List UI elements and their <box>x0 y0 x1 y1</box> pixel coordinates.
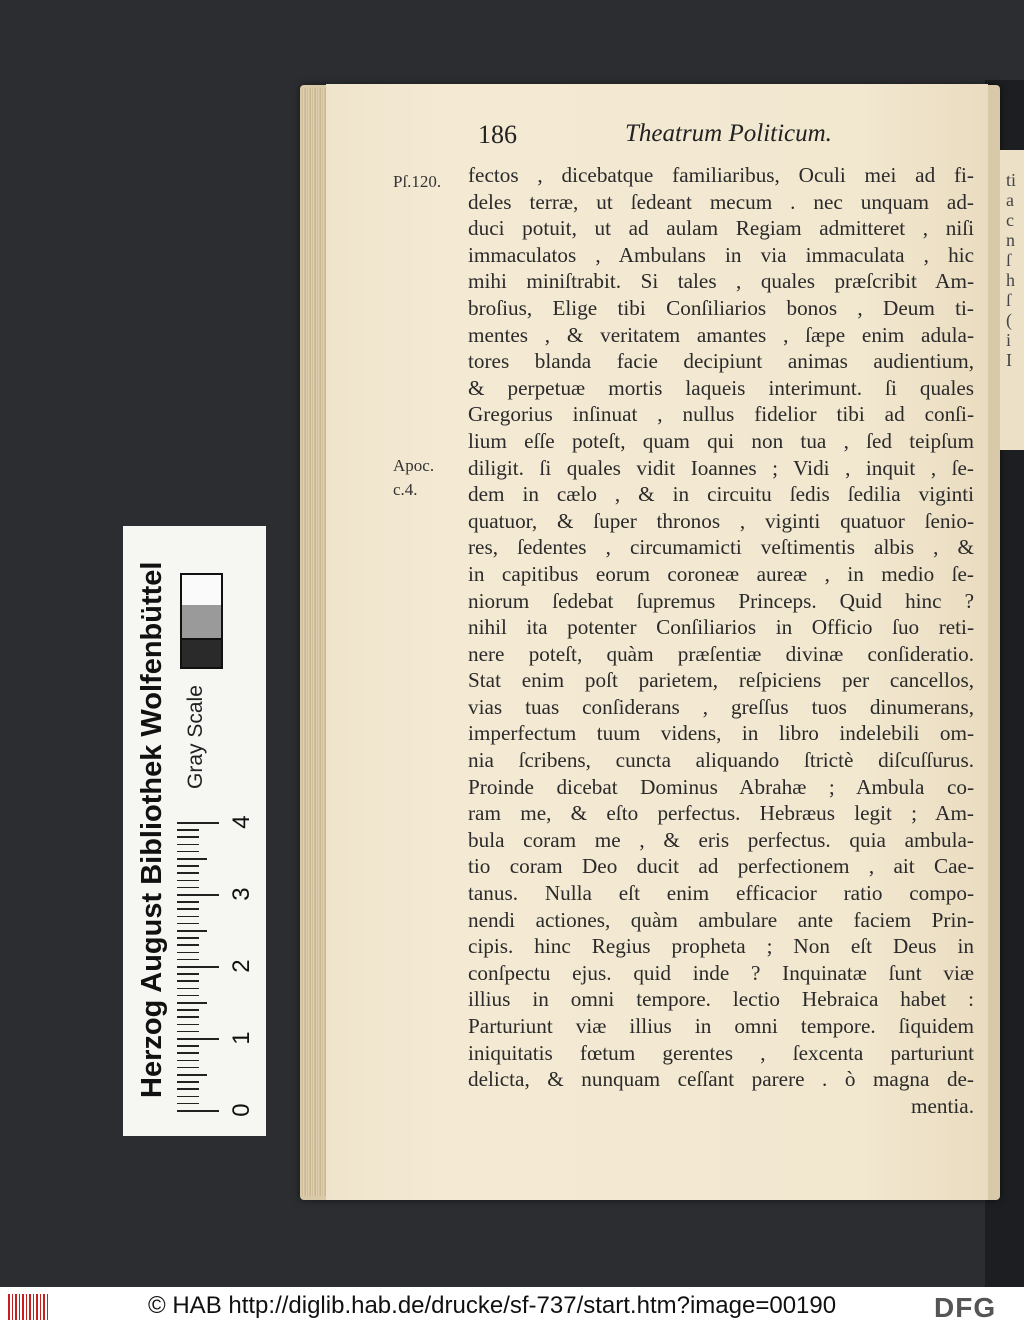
footer-credit: © HAB http://diglib.hab.de/drucke/sf-737/start.htm?image=00190 <box>148 1292 837 1319</box>
text-line: tores blanda facie decipiunt animas audientium, <box>468 349 974 374</box>
ruler-tick <box>177 872 199 874</box>
text-line: cipis. hinc Regius propheta ; Non eſt Deus in <box>468 934 974 959</box>
text-line: Gregorius inſinuat , nullus fidelior tibi ad conſi- <box>468 402 974 427</box>
text-line: duci potuit, ut ad aulam Regiam admitteret , niſi <box>468 216 974 241</box>
ruler-tick <box>177 923 199 925</box>
ruler-tick <box>177 1110 219 1112</box>
ruler-tick <box>177 995 199 997</box>
text-line: lium eſſe poteſt, quam qui non tua , ſed teipſum <box>468 428 974 453</box>
ruler-tick <box>177 1016 199 1018</box>
ruler-tick <box>177 1103 199 1105</box>
page-edges <box>302 88 326 1196</box>
ruler-tick <box>177 1024 199 1026</box>
next-page-letters <box>1006 170 1024 370</box>
ruler-tick <box>177 1009 199 1011</box>
ruler-number: 1 <box>228 1031 255 1045</box>
ruler-number: 4 <box>228 815 255 829</box>
ruler-tick <box>177 988 199 990</box>
ruler-tick <box>177 1060 199 1062</box>
ruler-tick <box>177 1031 199 1033</box>
text-line: mentia. <box>911 1093 974 1118</box>
text-line: niorum ſedebat ſupremus Princeps. Quid hinc ? <box>468 588 974 613</box>
gray-patch-white <box>180 573 223 607</box>
next-page-letter: ſ <box>1006 250 1012 270</box>
text-line: nendi actiones, quàm ambulare ante faciem Prin- <box>468 907 974 932</box>
ruler-tick <box>177 1038 219 1040</box>
gray-scale-label: Gray Scale <box>184 685 207 789</box>
page-number: 186 <box>478 120 517 149</box>
text-line: conſpectu ejus. quid inde ? Inquinatæ ſunt viæ <box>468 960 974 985</box>
running-title: Theatrum Politicum. <box>625 120 832 147</box>
text-line: bula coram me , & eris perfectus. quia ambula- <box>468 827 974 852</box>
text-line: iniquitatis fœtum gerentes , ſexcenta parturiunt <box>468 1040 974 1065</box>
text-line: in capitibus eorum coroneæ aureæ , in medio ſe- <box>468 561 974 586</box>
margin-note-chapter: c.4. <box>393 480 418 499</box>
ruler-number: 2 <box>228 959 255 973</box>
ruler-tick <box>177 844 199 846</box>
next-page-letter: I <box>1006 350 1012 370</box>
ruler-tick <box>177 1067 199 1069</box>
text-line: nihil ita potenter Conſiliarios in Officio ſuo reti- <box>468 615 974 640</box>
next-page-letter: n <box>1006 230 1015 250</box>
next-page-letter: ti <box>1006 170 1017 190</box>
ruler-tick <box>177 822 219 824</box>
next-page-letter: ( <box>1006 310 1012 330</box>
text-line: quatuor, & ſuper thronos , viginti quatuor ſenio- <box>468 508 974 533</box>
text-line: Parturiunt viæ illius in omni tempore. ſiquidem <box>468 1014 974 1038</box>
text-line: ram me, & eſto perfectus. Hebræus legit ; Am- <box>468 801 974 826</box>
next-page-letter: i <box>1006 330 1012 350</box>
ruler-scale <box>177 815 255 1120</box>
ruler-tick <box>177 973 199 975</box>
ruler-number: 0 <box>228 1103 255 1117</box>
text-line: tanus. Nulla eſt enim efficacior ratio compo- <box>468 881 974 906</box>
text-line: diligit. ſi quales vidit Ioannes ; Vidi , inquit , ſe- <box>468 455 974 480</box>
text-line: immaculatos , Ambulans in via immaculata , hic <box>468 242 974 267</box>
ruler-tick <box>177 829 199 831</box>
ruler-number: 3 <box>228 887 255 901</box>
gray-patch-mid <box>180 605 223 640</box>
ruler-library-title: Herzog August Bibliothek Wolfenbüttel <box>136 561 168 1099</box>
ruler-tick <box>177 887 199 889</box>
next-page-letter: a <box>1006 190 1014 210</box>
ruler-tick <box>177 1052 199 1054</box>
ruler-tick <box>177 959 199 961</box>
ruler-tick <box>177 944 199 946</box>
ruler-tick <box>177 952 199 954</box>
ruler-tick <box>177 1081 199 1083</box>
ruler-tick <box>177 908 199 910</box>
text-line: mihi miniſtrabit. Si tales , quales præſcribit Am- <box>468 269 974 294</box>
ruler-tick <box>177 1045 199 1047</box>
text-line: deles terræ, ut ſedeant mecum . nec unquam ad- <box>468 189 974 214</box>
ruler-tick <box>177 937 199 939</box>
text-line: nia ſcribens, cuncta aliquando ſtrictè diſcuſſurus. <box>468 748 974 773</box>
text-line: vias tuas conſiderans , greſſus tuos dinumerans, <box>468 694 974 719</box>
ruler-tick <box>177 1074 207 1076</box>
text-line: Stat enim poſt parietem, reſpiciens per cancellos, <box>468 668 974 693</box>
text-line: res, ſedentes , circumamicti veſtimentis albis , & <box>468 535 974 560</box>
text-line: imperfectum tuum videns, in libro indelebili om- <box>468 721 974 746</box>
ruler-tick <box>177 916 199 918</box>
dfg-logo: DFG <box>934 1292 997 1323</box>
text-line: & perpetuæ mortis laqueis interimunt. ſi quales <box>468 375 974 400</box>
ruler-tick <box>177 966 219 968</box>
ruler-tick <box>177 865 199 867</box>
text-line: mentes , & veritatem amantes , ſæpe enim adula- <box>468 322 974 347</box>
gray-patch-black <box>180 638 223 669</box>
next-page-letter: h <box>1006 270 1015 290</box>
text-line: dem in cælo , & in circuitu ſedis ſedilia viginti <box>468 482 974 507</box>
text-line: delicta, & nunquam ceſſant parere . ò magna de- <box>468 1067 974 1092</box>
ruler-tick <box>177 980 199 982</box>
margin-note-psalm: Pſ.120. <box>393 172 442 191</box>
text-line: fectos , dicebatque familiaribus, Oculi mei ad fi- <box>468 163 974 187</box>
text-line: tio coram Deo ducit ad perfectionem , ait Cae- <box>468 854 974 879</box>
text-line: nere poteſt, quàm præſentiæ divinæ conſideratio. <box>468 641 974 666</box>
ruler-tick <box>177 894 219 896</box>
margin-note-apoc: Apoc. <box>393 456 435 475</box>
ruler-tick <box>177 1088 199 1090</box>
ruler-tick <box>177 930 207 932</box>
next-page-letter: c <box>1006 210 1014 230</box>
text-line: broſius, Elige tibi Conſiliarios bonos , Deum ti- <box>468 295 974 320</box>
ruler-tick <box>177 858 207 860</box>
body-text <box>468 162 974 1119</box>
text-line: illius in omni tempore. lectio Hebraica habet : <box>468 987 974 1012</box>
barcode-icon <box>8 1294 48 1320</box>
ruler-tick <box>177 880 199 882</box>
ruler-tick <box>177 851 199 853</box>
ruler-tick <box>177 901 199 903</box>
next-page-letter: ſ <box>1006 290 1012 310</box>
ruler-tick <box>177 1002 207 1004</box>
ruler-tick <box>177 836 199 838</box>
ruler-tick <box>177 1096 199 1098</box>
text-line: Proinde dicebat Dominus Abrahæ ; Ambula co- <box>468 774 974 799</box>
